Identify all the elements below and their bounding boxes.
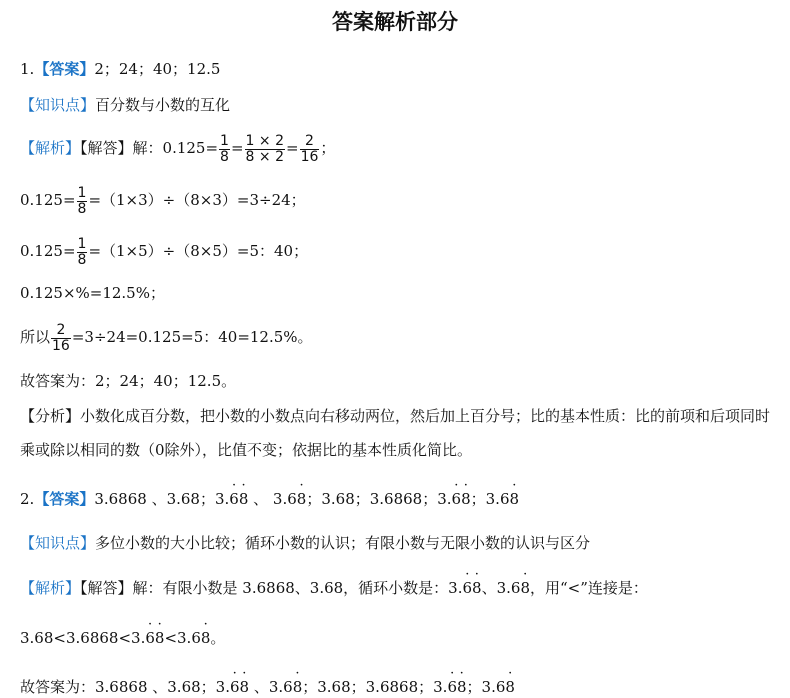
page-title: 答案解析部分 [332, 10, 458, 34]
fraction-denominator: 8 [220, 148, 229, 165]
answer-text: ；3.6 [470, 490, 510, 508]
q2-answer [20, 478, 782, 510]
order-text: 3.68<3.6868<3. [20, 629, 146, 647]
q1-analysis-line4: 0.125×%=12.5%； [20, 284, 165, 302]
conclusion-text: ；3.68；3.6868；3. [302, 678, 448, 696]
repeating-digit: · 8 [472, 567, 482, 597]
order-text: <3.6 [164, 629, 201, 647]
fraction-denominator: 8 × 2 [245, 148, 284, 165]
digit: 8 [238, 490, 249, 508]
repeating-digit: · 8 [238, 478, 249, 508]
q1-analysis-line5 [20, 319, 782, 355]
repeating-digit: · 8 [200, 617, 211, 647]
equals: = [230, 139, 244, 157]
knowledge-tag: 【知识点】 [20, 534, 96, 552]
answer-tag: 【答案】 [34, 490, 95, 508]
fraction-numerator: 2 [51, 323, 71, 339]
equals: = [286, 139, 299, 157]
analysis-text: ，用“<”连接是： [530, 579, 648, 597]
expr-tail: =（1×3）÷（8×3）=3÷24； [88, 191, 306, 209]
answer-text: 、 3.6 [248, 490, 297, 508]
analysis-tag: 【解析】 [20, 139, 81, 157]
digit: 6 [145, 629, 155, 647]
punctuation: ； [320, 139, 336, 157]
q1-number: 1. [20, 60, 35, 78]
conclusion-text: ；3.6 [466, 678, 506, 696]
q1-conclusion: 故答案为：2；24；40；12.5。 [20, 372, 237, 390]
repeating-digit: · 8 [292, 666, 303, 696]
fraction [77, 186, 88, 217]
digit: 6 [229, 490, 239, 508]
q2-number: 2. [20, 490, 35, 508]
solution-tag: 【解答】 [80, 139, 133, 157]
expr-tail: =（1×5）÷（8×5）=5：40； [88, 242, 309, 260]
q1-knowledge [20, 94, 782, 116]
analysis-tag: 【解析】 [20, 579, 81, 597]
fraction-numerator: 1 [77, 235, 87, 252]
repeating-digit: · 8 [505, 666, 515, 696]
fraction-numerator: 1 [220, 132, 229, 149]
analysis-text: 解：有限小数是 3.6868、3.68，循环小数是：3. [132, 579, 463, 597]
digit: 8 [472, 579, 482, 597]
q2-order [20, 617, 782, 649]
fenxi-tag: 【分析】 [20, 407, 81, 425]
expr-lead: 0.125= [20, 242, 76, 260]
q1-fenxi [20, 399, 782, 467]
analysis-text: 、3.6 [481, 579, 521, 597]
order-text: 。 [210, 629, 226, 647]
knowledge-text: 多位小数的大小比较；循环小数的认识；有限小数与无限小数的认识与区分 [95, 534, 591, 552]
digit: 8 [461, 490, 471, 508]
repeating-digit: · 8 [509, 478, 520, 508]
fraction-numerator: 1 [77, 184, 87, 201]
repeating-digit: · 6 [229, 666, 240, 696]
digit: 8 [239, 678, 250, 696]
knowledge-text: 百分数与小数的互化 [95, 96, 231, 114]
fraction-denominator: 8 [77, 251, 87, 268]
q1-analysis-line3 [20, 233, 782, 269]
knowledge-tag: 【知识点】 [20, 96, 96, 114]
repeating-digit: · 8 [239, 666, 250, 696]
digit: 6 [447, 678, 457, 696]
repeating-digit: · 6 [447, 666, 457, 696]
fraction-numerator: 2 [300, 134, 320, 150]
repeating-digit: · 6 [451, 478, 462, 508]
solution-tag: 【解答】 [80, 579, 133, 597]
repeating-digit: · 6 [229, 478, 239, 508]
repeating-digit: · 8 [154, 617, 165, 647]
digit: 6 [462, 579, 473, 597]
conclusion-text: 故答案为：3.6868 、3.68；3. [20, 678, 230, 696]
digit: 8 [509, 490, 520, 508]
answer-text: ；3.68；3.6868；3. [306, 490, 452, 508]
digit: 8 [292, 678, 303, 696]
conclusion-text: 、3.6 [249, 678, 293, 696]
digit: 8 [456, 678, 467, 696]
fraction [219, 134, 230, 165]
repeating-digit: · 6 [462, 567, 473, 597]
fraction-numerator: 1 × 2 [245, 132, 284, 149]
answer-text: 2；24；40；12.5 [94, 60, 221, 78]
fraction-denominator: 16 [52, 337, 70, 354]
fraction-denominator: 8 [77, 200, 87, 217]
fraction-denominator: 16 [300, 148, 319, 165]
digit: 8 [296, 490, 307, 508]
repeating-digit: · 8 [456, 666, 467, 696]
repeating-digit: · 6 [145, 617, 155, 647]
digit: 8 [200, 629, 211, 647]
fenxi-text: 小数化成百分数，把小数的小数点向右移动两位，然后加上百分号；比的基本性质：比的前项和后项同时乘或除以相同的数（0除外），比值不变；依据比的基本性质化简比。 [20, 407, 771, 459]
q1-analysis-line1 [20, 130, 782, 166]
digit: 8 [505, 678, 515, 696]
q1-answer [20, 58, 782, 80]
digit: 8 [520, 579, 530, 597]
analysis-lead: 解：0.125= [132, 139, 219, 157]
fraction [51, 323, 71, 354]
q1-analysis-line2 [20, 182, 782, 218]
answer-text: 3.6868 、3.68；3. [94, 490, 230, 508]
fraction [77, 237, 88, 268]
q2-conclusion [20, 666, 782, 698]
expr-lead: 所以 [20, 328, 51, 346]
repeating-digit: · 8 [296, 478, 307, 508]
repeating-digit: · 8 [461, 478, 471, 508]
digit: 6 [229, 678, 240, 696]
fraction [300, 134, 320, 165]
fraction [245, 134, 285, 165]
answer-tag: 【答案】 [34, 60, 95, 78]
q2-knowledge [20, 532, 782, 554]
digit: 6 [451, 490, 462, 508]
digit: 8 [154, 629, 165, 647]
expr-lead: 0.125= [20, 191, 76, 209]
expr-tail: =3÷24=0.125=5：40=12.5%。 [71, 328, 313, 346]
repeating-digit: · 8 [520, 567, 530, 597]
q2-analysis [20, 567, 782, 599]
